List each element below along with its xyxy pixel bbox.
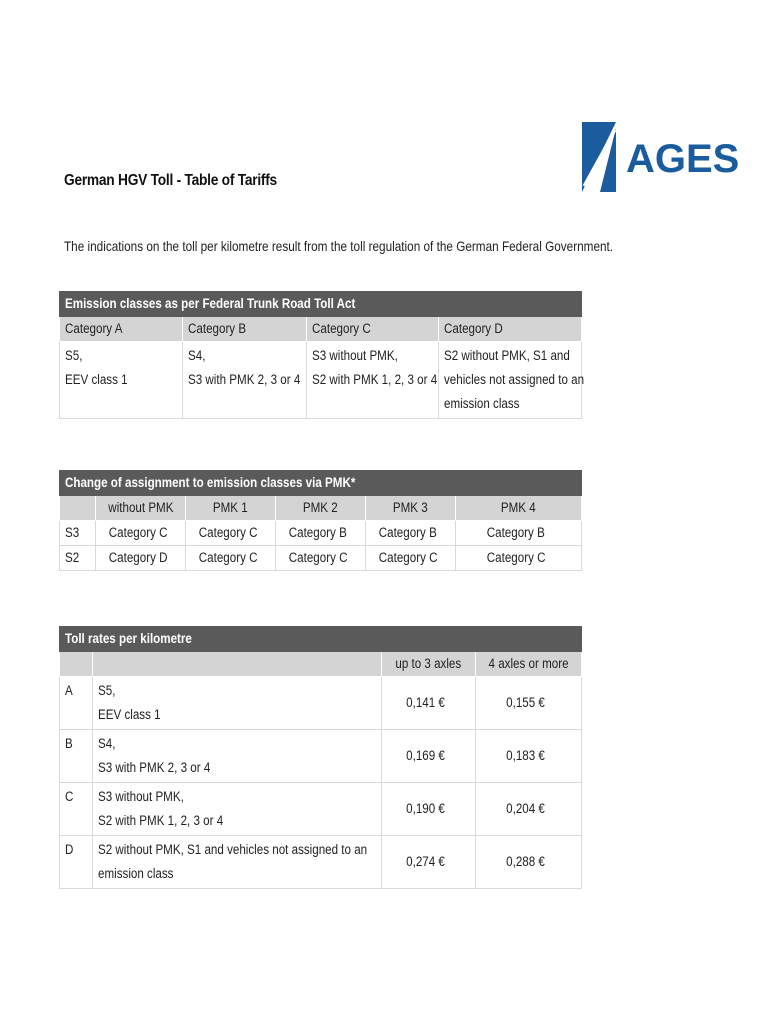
toll-table-heading: Toll rates per kilometre: [60, 627, 582, 652]
column-header: PMK 4: [456, 496, 582, 521]
table-row: [60, 783, 582, 836]
table-cell: Category B: [366, 521, 456, 546]
column-header: Category B: [183, 317, 307, 342]
rate-4-axles-or-more: 0,183 €: [476, 730, 582, 783]
pmk-table-heading: Change of assignment to emission classes via PMK*: [60, 471, 582, 496]
pmk-assignment-table: [59, 470, 582, 571]
table-row: [60, 730, 582, 783]
table-row: [60, 546, 582, 571]
column-header: 4 axles or more: [476, 652, 582, 677]
table-cell: Category C: [186, 546, 276, 571]
table-cell: Category B: [456, 521, 582, 546]
column-header: Category D: [439, 317, 582, 342]
table-row: [60, 836, 582, 889]
table-cell: S5, EEV class 1: [93, 677, 382, 730]
rate-4-axles-or-more: 0,155 €: [476, 677, 582, 730]
row-label: S3: [60, 521, 96, 546]
intro-text: The indications on the toll per kilometre result from the toll regulation of the German Federal Government.: [64, 238, 614, 254]
table-row: [60, 342, 582, 419]
table-cell: S3 without PMK, S2 with PMK 1, 2, 3 or 4: [93, 783, 382, 836]
table-cell: Category C: [276, 546, 366, 571]
column-header: Category A: [60, 317, 183, 342]
table-row: [60, 677, 582, 730]
rate-up-to-3-axles: 0,141 €: [382, 677, 476, 730]
column-header: without PMK: [96, 496, 186, 521]
table-cell: S3 without PMK, S2 with PMK 1, 2, 3 or 4: [307, 342, 439, 419]
row-label: D: [60, 836, 93, 889]
page-title: German HGV Toll - Table of Tariffs: [64, 172, 277, 189]
table-cell: Category C: [366, 546, 456, 571]
column-header: Category C: [307, 317, 439, 342]
rate-4-axles-or-more: 0,204 €: [476, 783, 582, 836]
row-label: S2: [60, 546, 96, 571]
table-cell: S4, S3 with PMK 2, 3 or 4: [93, 730, 382, 783]
row-label: C: [60, 783, 93, 836]
emission-classes-table: [59, 291, 585, 419]
logo-text: AGES: [626, 137, 740, 181]
column-header: PMK 1: [186, 496, 276, 521]
table-cell: Category C: [96, 521, 186, 546]
column-header: [93, 652, 382, 677]
column-header: [60, 652, 93, 677]
column-header: up to 3 axles: [382, 652, 476, 677]
rate-up-to-3-axles: 0,169 €: [382, 730, 476, 783]
rate-up-to-3-axles: 0,190 €: [382, 783, 476, 836]
table-cell: S4, S3 with PMK 2, 3 or 4: [183, 342, 307, 419]
rate-up-to-3-axles: 0,274 €: [382, 836, 476, 889]
table-cell: Category C: [456, 546, 582, 571]
emission-table-heading: Emission classes as per Federal Trunk Road Toll Act: [60, 292, 582, 317]
rate-4-axles-or-more: 0,288 €: [476, 836, 582, 889]
toll-rates-table: [59, 626, 582, 889]
row-label: B: [60, 730, 93, 783]
table-cell: S2 without PMK, S1 and vehicles not assigned to an emission class: [93, 836, 382, 889]
column-header: [60, 496, 96, 521]
table-cell: Category D: [96, 546, 186, 571]
table-cell: Category B: [276, 521, 366, 546]
row-label: A: [60, 677, 93, 730]
column-header: PMK 2: [276, 496, 366, 521]
table-cell: S2 without PMK, S1 and vehicles not assigned to an emission class: [439, 342, 582, 419]
table-row: [60, 521, 582, 546]
table-cell: S5, EEV class 1: [60, 342, 183, 419]
column-header: PMK 3: [366, 496, 456, 521]
table-cell: Category C: [186, 521, 276, 546]
ages-logo: [580, 120, 740, 194]
